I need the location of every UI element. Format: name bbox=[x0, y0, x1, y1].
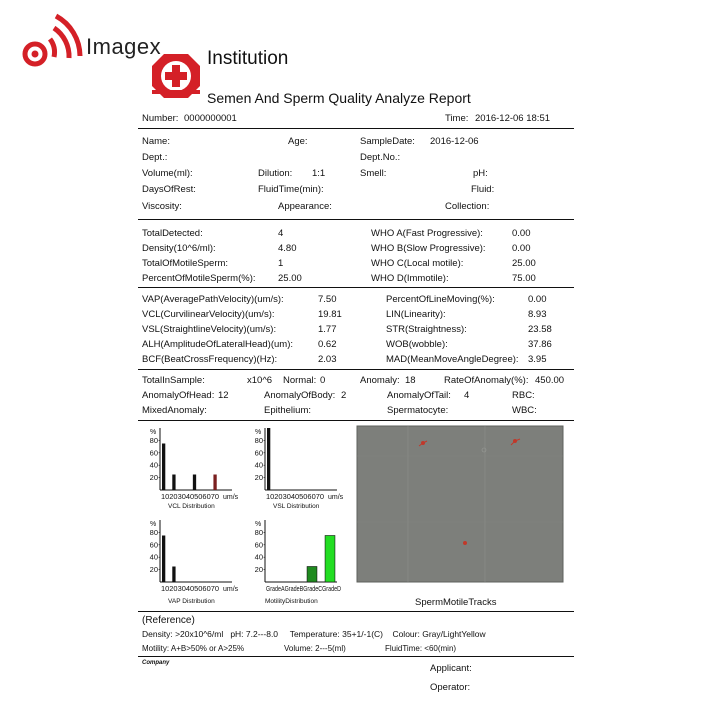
line-moving-label: PercentOfLineMoving(%): bbox=[386, 294, 495, 305]
x-axis-label: um/s bbox=[223, 494, 239, 501]
who-c-value: 25.00 bbox=[512, 258, 536, 269]
operator-label: Operator: bbox=[430, 682, 471, 693]
spermatocyte-label: Spermatocyte: bbox=[387, 405, 449, 416]
alh-label: ALH(AmplitudeOfLateralHead)(um): bbox=[142, 339, 294, 350]
who-b-value: 0.00 bbox=[512, 243, 531, 254]
total-in-sample-unit: x10^6 bbox=[247, 375, 273, 386]
dilution-label: Dilution: bbox=[258, 168, 293, 179]
divider bbox=[138, 611, 574, 612]
density-label: Density(10^6/ml): bbox=[142, 243, 216, 254]
y-tick-label: 20 bbox=[149, 565, 158, 575]
percent-motile-label: PercentOfMotileSperm(%): bbox=[142, 273, 256, 284]
line-moving-value: 0.00 bbox=[528, 294, 547, 305]
tracks-caption: SpermMotileTracks bbox=[415, 597, 497, 608]
total-motile-value: 1 bbox=[278, 258, 284, 269]
rbc-label: RBC: bbox=[512, 390, 535, 401]
ph-label: pH: bbox=[473, 168, 488, 179]
company-label: Company bbox=[142, 660, 170, 666]
y-tick-label: 40 bbox=[149, 552, 158, 562]
sample-date-value: 2016-12-06 bbox=[430, 136, 479, 147]
chart-bar bbox=[213, 475, 216, 491]
who-b-label: WHO B(Slow Progressive): bbox=[371, 243, 486, 254]
anomaly-head-value: 12 bbox=[218, 390, 229, 401]
y-axis-label: % bbox=[255, 521, 262, 528]
chart-bar bbox=[172, 475, 175, 491]
total-motile-label: TotalOfMotileSperm: bbox=[142, 258, 229, 269]
anomaly-tail-label: AnomalyOfTail: bbox=[387, 390, 451, 401]
chart-bar bbox=[172, 567, 175, 583]
wbc-label: WBC: bbox=[512, 405, 537, 416]
alh-value: 0.62 bbox=[318, 339, 337, 350]
reference-motility: Motility: A+B>50% or A>25% bbox=[142, 644, 245, 653]
anomaly-value: 18 bbox=[405, 375, 416, 386]
anomaly-label: Anomaly: bbox=[360, 375, 400, 386]
anomaly-body-value: 2 bbox=[341, 390, 347, 401]
imagex-logo-icon bbox=[12, 12, 82, 82]
normal-label: Normal: bbox=[283, 375, 317, 386]
anomaly-head-label: AnomalyOfHead: bbox=[142, 390, 215, 401]
reference-line-1: Density: >20x10^6/ml pH: 7.2---8.0 Temperature: 35+1/-1(C) Colour: Gray/LightYellow bbox=[142, 629, 486, 639]
vsl-label: VSL(StraightlineVelocity)(um/s): bbox=[142, 324, 277, 335]
collection-label: Collection: bbox=[445, 201, 490, 212]
chart-bar bbox=[267, 428, 270, 490]
lin-label: LIN(Linearity): bbox=[386, 309, 446, 320]
sperm-track-marker bbox=[463, 541, 467, 545]
chart-title: VAP Distribution bbox=[168, 598, 215, 605]
chart-bar bbox=[162, 444, 165, 491]
who-a-value: 0.00 bbox=[512, 228, 531, 239]
y-tick-label: 60 bbox=[149, 448, 158, 458]
who-c-label: WHO C(Local motile): bbox=[371, 258, 464, 269]
who-a-label: WHO A(Fast Progressive): bbox=[371, 228, 483, 239]
lin-value: 8.93 bbox=[528, 309, 547, 320]
number-value: 0000000001 bbox=[184, 113, 237, 124]
y-tick-label: 80 bbox=[254, 527, 263, 537]
epithelium-label: Epithelium: bbox=[264, 405, 311, 416]
x-tick-labels: 10203040506070 bbox=[161, 584, 219, 593]
y-tick-label: 80 bbox=[254, 435, 263, 445]
mad-value: 3.95 bbox=[528, 354, 547, 365]
who-d-label: WHO D(Immotile): bbox=[371, 273, 449, 284]
applicant-label: Applicant: bbox=[430, 663, 472, 674]
reference-fluid-time: FluidTime: <60(min) bbox=[385, 644, 457, 653]
volume-label: Volume(ml): bbox=[142, 168, 193, 179]
wob-label: WOB(wobble): bbox=[386, 339, 448, 350]
y-tick-label: 80 bbox=[149, 435, 158, 445]
hospital-cross-icon bbox=[150, 52, 202, 100]
y-tick-label: 60 bbox=[254, 540, 263, 550]
viscosity-label: Viscosity: bbox=[142, 201, 182, 212]
normal-value: 0 bbox=[320, 375, 326, 386]
rate-anomaly-label: RateOfAnomaly(%): bbox=[444, 375, 529, 386]
who-d-value: 75.00 bbox=[512, 273, 536, 284]
divider bbox=[138, 420, 574, 421]
y-axis-label: % bbox=[255, 429, 262, 436]
reference-volume: Volume: 2---5(ml) bbox=[284, 644, 346, 653]
institution-name: Institution bbox=[207, 48, 289, 69]
sample-date-label: SampleDate: bbox=[360, 136, 415, 147]
str-label: STR(Straightness): bbox=[386, 324, 467, 335]
age-label: Age: bbox=[288, 136, 308, 147]
vap-label: VAP(AveragePathVelocity)(um/s): bbox=[142, 294, 284, 305]
y-tick-label: 40 bbox=[149, 460, 158, 470]
wob-value: 37.86 bbox=[528, 339, 552, 350]
time-label: Time: bbox=[445, 113, 469, 124]
y-axis-label: % bbox=[150, 429, 157, 436]
chart-title: VCL Distribution bbox=[168, 503, 215, 510]
x-tick-labels: 10203040506070 bbox=[266, 492, 324, 501]
time-value: 2016-12-06 18:51 bbox=[475, 113, 551, 124]
chart-bar bbox=[193, 475, 196, 491]
rate-anomaly-value: 450.00 bbox=[535, 375, 565, 386]
divider bbox=[138, 219, 574, 220]
chart-bar bbox=[325, 536, 335, 583]
mad-label: MAD(MeanMoveAngleDegree): bbox=[386, 354, 519, 365]
chart-bar bbox=[162, 536, 165, 583]
brand-name: Imagex bbox=[86, 34, 162, 59]
smell-label: Smell: bbox=[360, 168, 387, 179]
dept-no-label: Dept.No.: bbox=[360, 152, 401, 163]
divider bbox=[138, 287, 574, 288]
dept-label: Dept.: bbox=[142, 152, 168, 163]
mixed-anomaly-label: MixedAnomaly: bbox=[142, 405, 207, 416]
days-rest-label: DaysOfRest: bbox=[142, 184, 196, 195]
y-axis-label: % bbox=[150, 521, 157, 528]
x-axis-label: um/s bbox=[328, 494, 344, 501]
y-tick-label: 40 bbox=[254, 460, 263, 470]
dilution-value: 1:1 bbox=[312, 168, 326, 179]
y-tick-label: 20 bbox=[149, 473, 158, 483]
bcf-value: 2.03 bbox=[318, 354, 337, 365]
total-detected-label: TotalDetected: bbox=[142, 228, 203, 239]
appearance-label: Appearance: bbox=[278, 201, 332, 212]
divider bbox=[138, 656, 574, 657]
percent-motile-value: 25.00 bbox=[278, 273, 302, 284]
bcf-label: BCF(BeatCrossFrequency)(Hz): bbox=[142, 354, 278, 365]
chart-bar bbox=[307, 567, 317, 583]
divider bbox=[138, 369, 574, 370]
str-value: 23.58 bbox=[528, 324, 552, 335]
fluid-time-label: FluidTime(min): bbox=[258, 184, 324, 195]
x-tick-labels: GradeAGradeBGradeCGradeD bbox=[266, 584, 342, 593]
report-title: Semen And Sperm Quality Analyze Report bbox=[207, 90, 471, 106]
sperm-tracks-image bbox=[357, 426, 563, 582]
vap-value: 7.50 bbox=[318, 294, 337, 305]
y-tick-label: 40 bbox=[254, 552, 263, 562]
y-tick-label: 80 bbox=[149, 527, 158, 537]
vsl-value: 1.77 bbox=[318, 324, 337, 335]
y-tick-label: 20 bbox=[254, 565, 263, 575]
distribution-charts bbox=[138, 422, 358, 612]
anomaly-body-label: AnomalyOfBody: bbox=[264, 390, 336, 401]
vcl-value: 19.81 bbox=[318, 309, 342, 320]
anomaly-tail-value: 4 bbox=[464, 390, 470, 401]
fluid-label: Fluid: bbox=[471, 184, 495, 195]
reference-heading: (Reference) bbox=[142, 615, 195, 626]
x-tick-labels: 10203040506070 bbox=[161, 492, 219, 501]
x-axis-label: um/s bbox=[223, 586, 239, 593]
vcl-label: VCL(CurvilinearVelocity)(um/s): bbox=[142, 309, 275, 320]
y-tick-label: 60 bbox=[149, 540, 158, 550]
total-detected-value: 4 bbox=[278, 228, 284, 239]
name-label: Name: bbox=[142, 136, 170, 147]
y-tick-label: 20 bbox=[254, 473, 263, 483]
divider bbox=[138, 128, 574, 129]
chart-title: VSL Distribution bbox=[273, 503, 320, 510]
total-in-sample-label: TotalInSample: bbox=[142, 375, 205, 386]
y-tick-label: 60 bbox=[254, 448, 263, 458]
number-label: Number: bbox=[142, 113, 179, 124]
chart-title: MotilityDistribution bbox=[265, 598, 318, 605]
density-value: 4.80 bbox=[278, 243, 297, 254]
